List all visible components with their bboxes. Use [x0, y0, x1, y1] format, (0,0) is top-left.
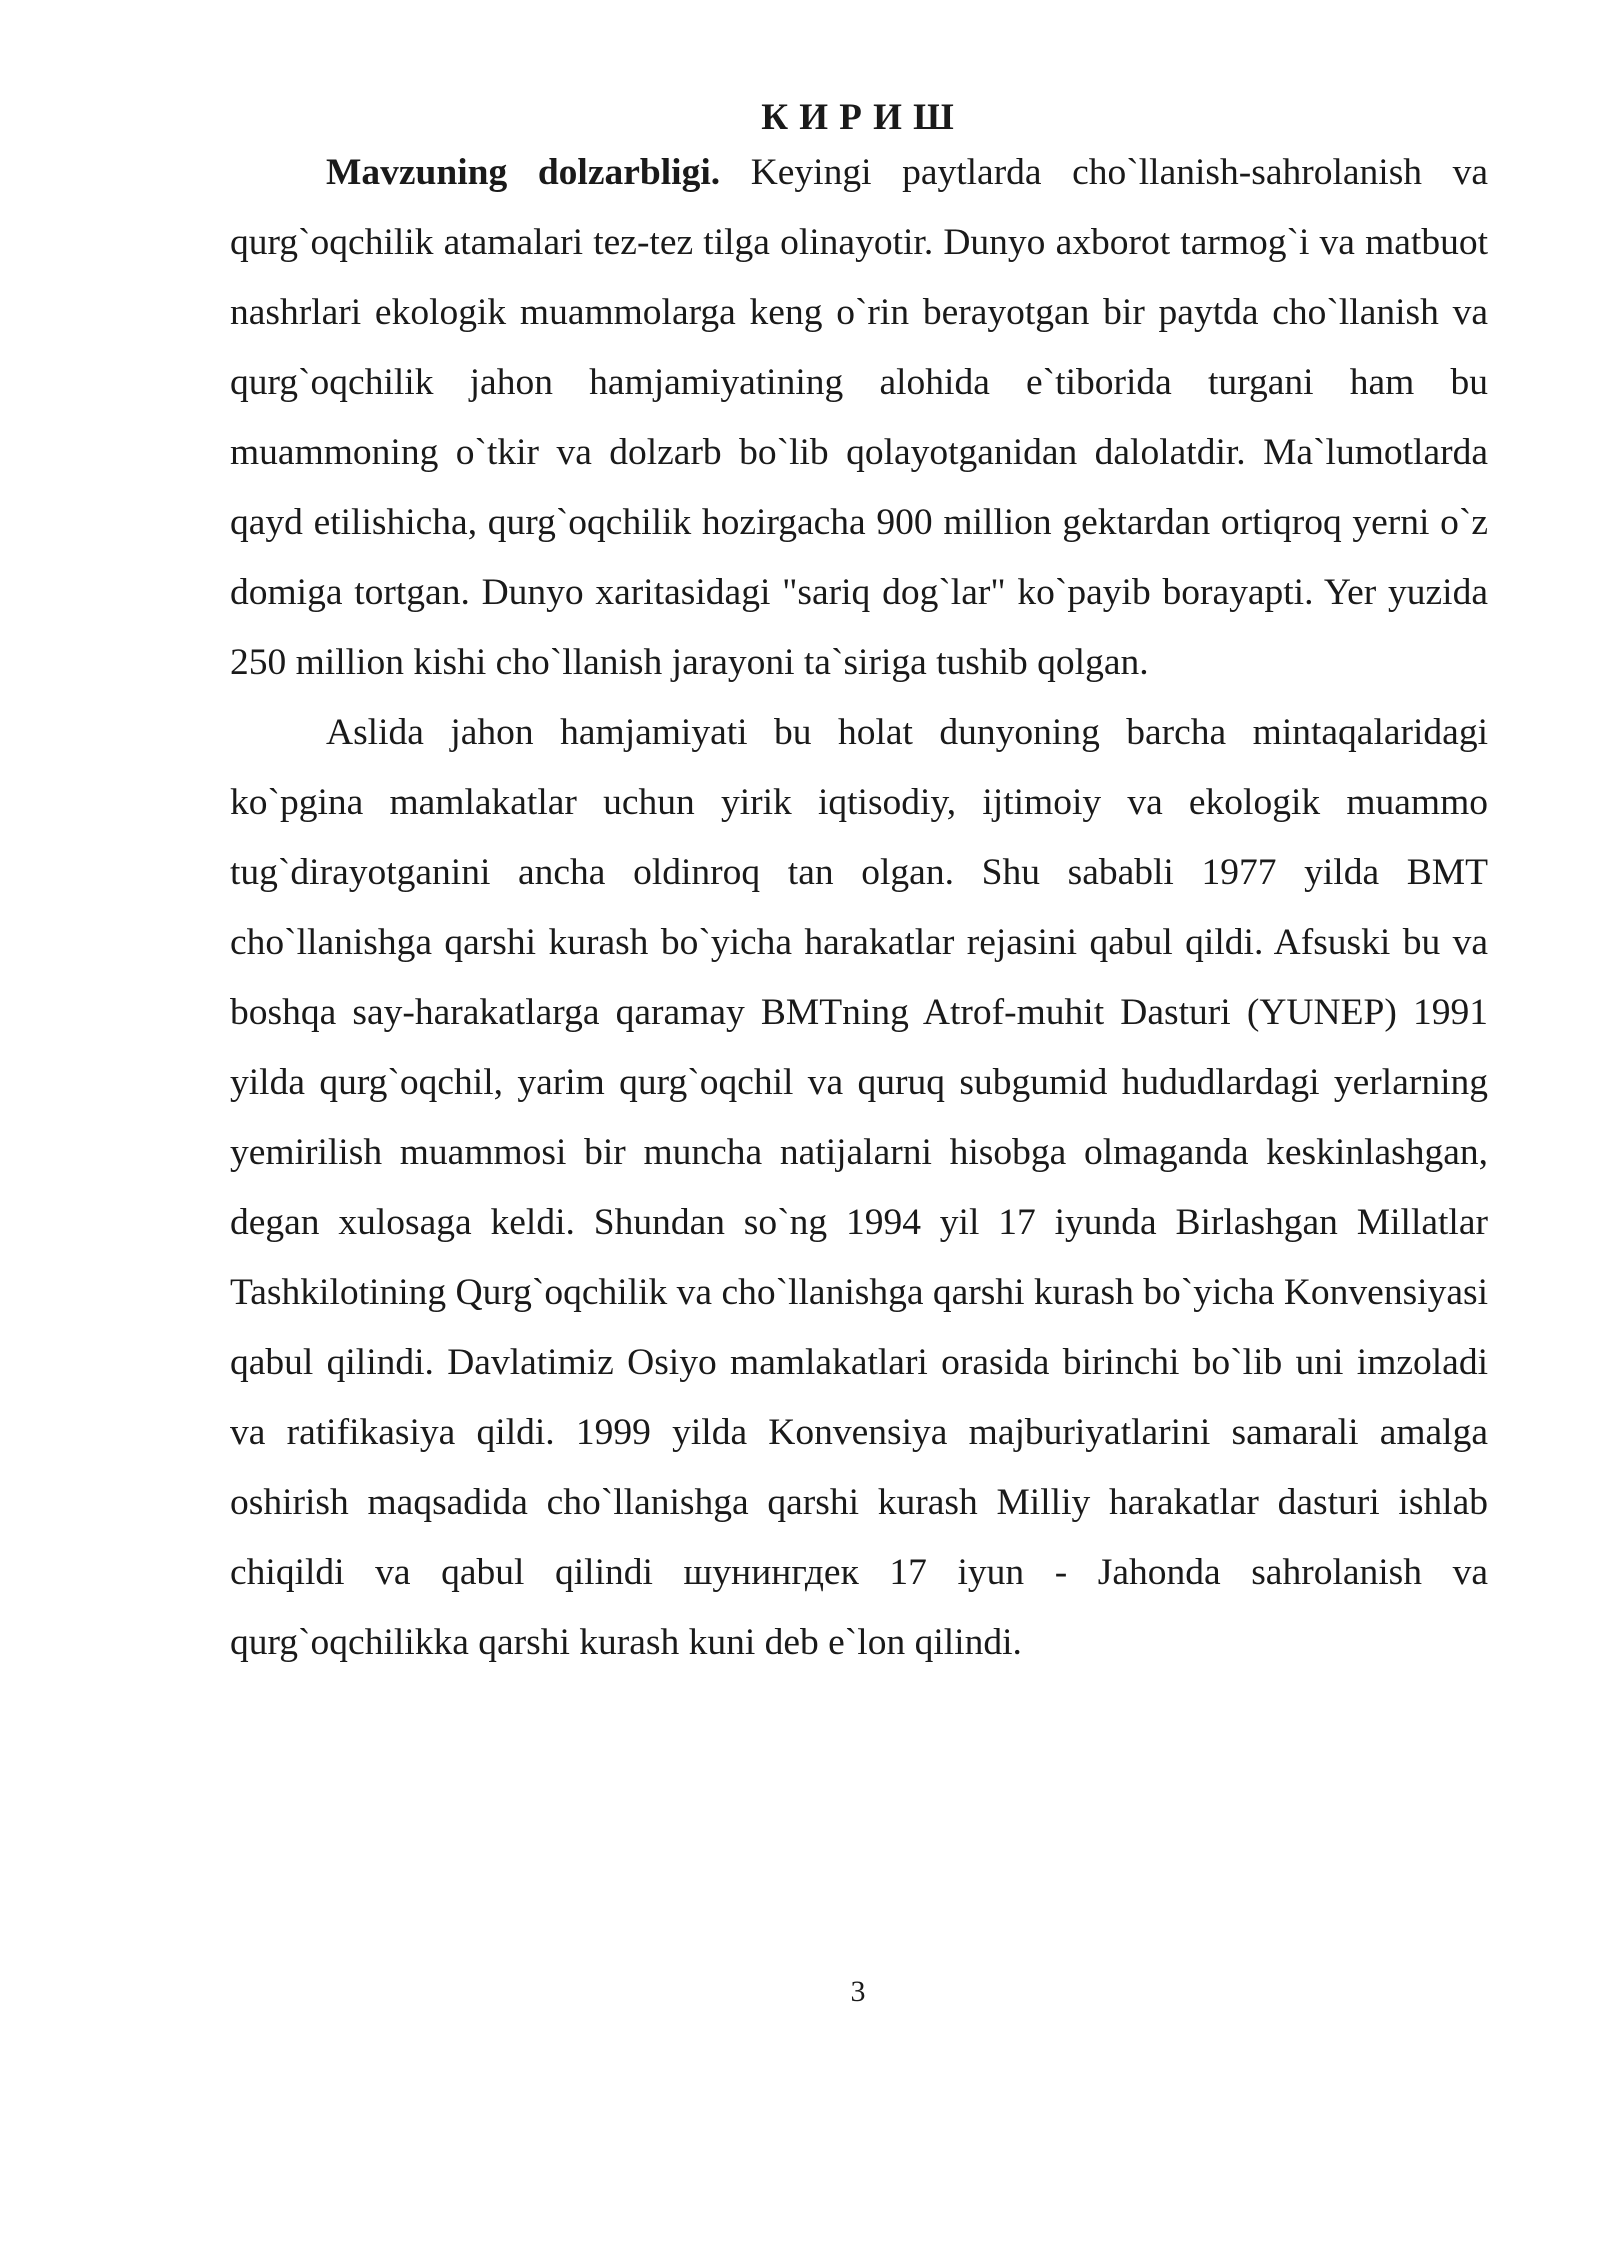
body-text — [230, 138, 1488, 1678]
paragraph-relevance — [230, 138, 1488, 698]
paragraph-history — [230, 698, 1488, 1678]
page-number: 3 — [850, 1975, 866, 2008]
paragraph-text: Keyingi paytlarda cho`llanish-sahrolanish va qurg`oqchilik atamalari tez-tez tilga olinayotir. Dunyo axborot tarmog`i va matbuot nashrlari ekologik muammolarga keng o`rin berayotgan bir paytda cho`llanish va qurg`oqchilik jahon hamjamiyatining alohida e`tiborida turgani ham bu muammoning o`tkir va dolzarb bo`lib qolayotganidan dalolatdir. Ma`lumotlarda qayd etilishicha, qurg`oqchilik hozirgacha 900 million gektardan ortiqroq yerni o`z domiga tortgan. Dunyo xaritasidagi "sariq dog`lar" ko`payib borayapti. Yer yuzida 250 million kishi cho`llanish jarayoni ta`siriga tushib qolgan. — [230, 152, 1488, 683]
paragraph-text: Aslida jahon hamjamiyati bu holat dunyoning barcha mintaqalaridagi ko`pgina mamlakatlar uchun yirik iqtisodiy, ijtimoiy va ekologik muammo tug`dirayotganini ancha oldinroq tan olgan. Shu sababli 1977 yilda BMT cho`llanishga qarshi kurash bo`yicha harakatlar rejasini qabul qildi. Afsuski bu va boshqa say-harakatlarga qaramay BMTning Atrof-muhit Dasturi (YUNEP) 1991 yilda qurg`oqchil, yarim qurg`oqchil va quruq subgumid hududlardagi yerlarning yemirilish muammosi bir muncha natijalarni hisobga olmaganda keskinlashgan, degan xulosaga keldi. Shundan so`ng 1994 yil 17 iyunda Birlashgan Millatlar Tashkilotining Qurg`oqchilik va cho`llanishga qarshi kurash bo`yicha Konvensiyasi qabul qilindi. Davlatimiz Osiyo mamlakatlari orasida birinchi bo`lib uni imzoladi va ratifikasiya qildi. 1999 yilda Konvensiya majburiyatlarini samarali amalga oshirish maqsadida cho`llanishga qarshi kurash Milliy harakatlar dasturi ishlab chiqildi va qabul qilindi шунингдек 17 iyun - Jahonda sahrolanish va qurg`oqchilikka qarshi kurash kuni deb e`lon qilindi. — [230, 712, 1488, 1663]
paragraph-lead-bold: Mavzuning dolzarbligi. — [326, 152, 721, 193]
page-heading: К И Р И Ш — [761, 97, 955, 138]
